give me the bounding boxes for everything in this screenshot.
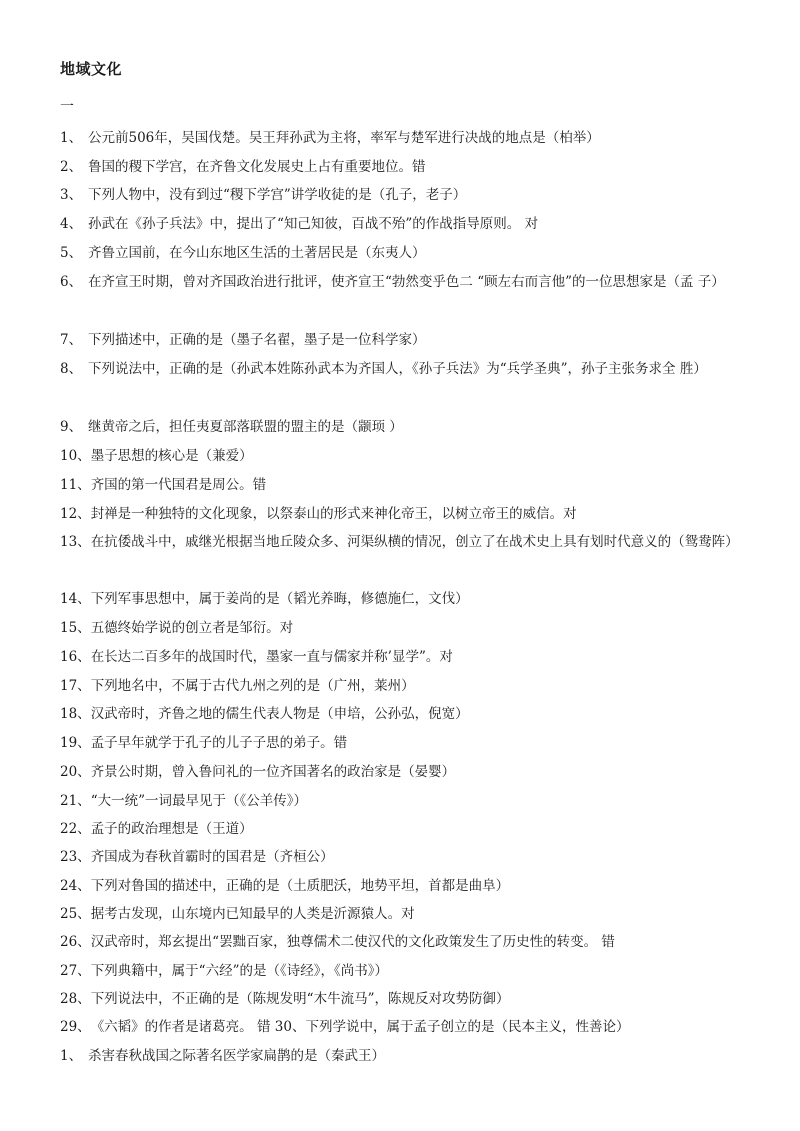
- question-item: 26、汉武帝时，郑玄提出“罢黜百家，独尊儒术二使汉代的文化政策发生了历史性的转变。 错: [60, 934, 615, 950]
- question-item: 16、在长达二百多年的战国时代，墨家一直与儒家并称’显学”。对: [60, 649, 453, 665]
- question-item: 20、齐景公时期，曾入鲁问礼的一位齐国著名的政治家是（晏婴）: [60, 764, 456, 780]
- question-item: 22、孟子的政治理想是（王道）: [60, 821, 253, 837]
- question-item: 3、 下列人物中，没有到过“稷下学宫”讲学收徒的是（孔子，老子）: [60, 187, 467, 203]
- question-item: 6、 在齐宣王时期，曾对齐国政治进行批评，使齐宣王“勃然变乎色二 “顾左右而言他”的一位思想家是（孟 子）: [60, 274, 725, 290]
- question-item: 1、 公元前506年，吴国伐楚。吴王拜孙武为主将，率军与楚军进行决战的地点是（柏举）: [60, 130, 600, 146]
- question-item: 23、齐国成为春秋首霸时的国君是（齐桓公）: [60, 849, 334, 865]
- question-item: 28、下列说法中，不正确的是（陈规发明“木牛流马”，陈规反对攻势防御）: [60, 991, 510, 1007]
- document-title: 地域文化: [60, 60, 123, 78]
- question-item: 11、齐国的第一代国君是周公。错: [60, 477, 267, 493]
- section-heading: 一: [60, 99, 74, 115]
- question-item: 25、据考古发现，山东境内已知最早的人类是沂源猿人。对: [60, 906, 415, 922]
- question-item: 24、下列对鲁国的描述中，正确的是（土质肥沃，地势平坦，首都是曲阜）: [60, 878, 510, 894]
- question-item: 9、 继黄帝之后，担任夷夏部落联盟的盟主的是（颛顼 ）: [60, 419, 403, 435]
- question-item: 1、 杀害春秋战国之际著名医学家扁鹊的是（秦武王）: [60, 1048, 385, 1064]
- question-item: 13、在抗倭战斗中，戚继光根据当地丘陵众多、河渠纵横的情况，创立了在战术史上具有划时代意义的（鸳鸯阵）: [60, 534, 739, 550]
- question-item: 7、 下列描述中，正确的是（墨子名翟，墨子是一位科学家）: [60, 332, 426, 348]
- question-item: 21、“大一统”一词最早见于（《公羊传》）: [60, 793, 307, 809]
- question-item: 8、 下列说法中，正确的是（孙武本姓陈孙武本为齐国人，《孙子兵法》为“兵学圣典”，孙子主张务求全 胜）: [60, 361, 707, 377]
- question-item: 2、 鲁国的稷下学宫，在齐鲁文化发展史上占有重要地位。错: [60, 159, 426, 175]
- question-item: 29、《六韬》的作者是诸葛亮。 错 30、下列学说中，属于孟子创立的是（民本主义，性善论）: [60, 1019, 630, 1035]
- question-item: 4、 孙武在《孙子兵法》中，提出了“知己知彼，百战不殆”的作战指导原则。 对: [60, 216, 539, 232]
- question-item: 12、封禅是一种独特的文化现象，以祭泰山的形式来神化帝王，以树立帝王的威信。对: [60, 506, 577, 522]
- question-item: 15、五德终始学说的创立者是邹衍。对: [60, 620, 294, 636]
- question-item: 14、下列军事思想中，属于姜尚的是（韬光养晦，修德施仁，文伐）: [60, 591, 469, 607]
- question-item: 5、 齐鲁立国前，在今山东地区生活的土著居民是（东夷人）: [60, 245, 426, 261]
- question-item: 19、孟子早年就学于孔子的儿子子思的弟子。错: [60, 735, 348, 751]
- question-item: 27、下列典籍中，属于“六经”的是（《诗经》，《尚书》）: [60, 963, 388, 979]
- question-item: 17、下列地名中，不属于古代九州之列的是（广州，莱州）: [60, 678, 415, 694]
- question-item: 18、汉武帝时，齐鲁之地的儒生代表人物是（申培，公孙弘，倪宽）: [60, 706, 469, 722]
- question-item: 10、墨子思想的核心是（兼爱）: [60, 448, 253, 464]
